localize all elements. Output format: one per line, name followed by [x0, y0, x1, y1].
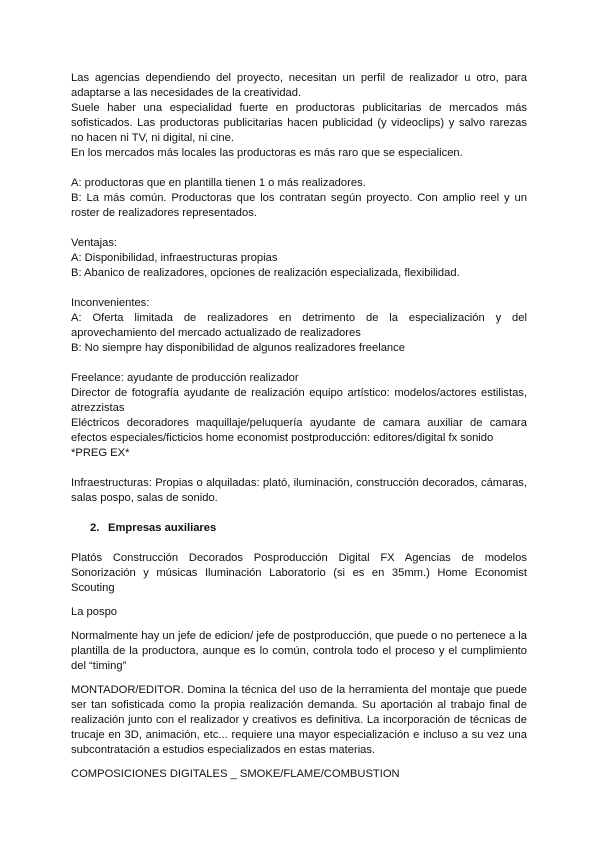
- type-a: A: productoras que en plantilla tienen 1 o más realizadores.: [71, 177, 366, 189]
- type-b: B: La más común. Productoras que los contratan según proyecto. Con amplio reel y un roster de realizadores representados.: [71, 192, 527, 219]
- intro-paragraph-2: Suele haber una especialidad fuerte en productoras publicitarias de mercados más sofisticados. Las productoras publicitarias hacen publicidad (y videoclips) y salvo rarezas no hacen ni TV, ni digital, ni cine.: [71, 102, 527, 144]
- montador-paragraph: MONTADOR/EDITOR. Domina la técnica del uso de la herramienta del montaje que puede ser tan sofisticada como la propia realización demanda. Su aportación al trabajo final de realización junto con el realizador y creativos es definitiva. La incorporación de técnicas de trucaje en 3D, animación, etc... requiere una mayor especialización e incluso a su vez una subcontratación a estudios especializados en estas materias.: [71, 684, 527, 756]
- document-body: [71, 71, 527, 782]
- intro-paragraph-1: Las agencias dependiendo del proyecto, necesitan un perfil de realizador u otro, para adaptarse a las necesidades de la creatividad.: [71, 72, 527, 99]
- freelance-line: Freelance: ayudante de producción realizador: [71, 372, 299, 384]
- director-line: Director de fotografía ayudante de realización equipo artístico: modelos/actores estilistas, atrezzistas: [71, 387, 527, 414]
- composiciones-line: COMPOSICIONES DIGITALES _ SMOKE/FLAME/COMBUSTION: [71, 768, 400, 780]
- ventajas-item-b: B: Abanico de realizadores, opciones de realización especializada, flexibilidad.: [71, 267, 460, 279]
- section-title: Empresas auxiliares: [108, 522, 217, 534]
- section-heading: [71, 521, 527, 536]
- preg-ex-line: *PREG EX*: [71, 447, 130, 459]
- auxiliares-paragraph: Platós Construcción Decorados Posproducción Digital FX Agencias de modelos Sonorización y músicas Iluminación Laboratorio (si es en 35mm.) Home Economist Scouting: [71, 552, 527, 594]
- pospo-title: La pospo: [71, 606, 118, 618]
- inconvenientes-item-a: A: Oferta limitada de realizadores en detrimento de la especialización y del aprovechamiento del mercado actualizado de realizadores: [71, 312, 527, 339]
- inconvenientes-title: Inconvenientes:: [71, 297, 150, 309]
- section-number: 2.: [90, 522, 100, 534]
- intro-paragraph-3: En los mercados más locales las productoras es más raro que se especialicen.: [71, 147, 463, 159]
- pospo-paragraph: Normalmente hay un jefe de edicion/ jefe de postproducción, que puede o no pertenece a la plantilla de la productora, aunque es lo común, controla todo el proceso y el cumplimiento del “timing”: [71, 630, 527, 672]
- ventajas-item-a: A: Disponibilidad, infraestructuras propias: [71, 252, 278, 264]
- ventajas-title: Ventajas:: [71, 237, 118, 249]
- inconvenientes-item-b: B: No siempre hay disponibilidad de algunos realizadores freelance: [71, 342, 405, 354]
- electricos-line: Eléctricos decoradores maquillaje/peluquería ayudante de camara auxiliar de camara efectos especiales/ficticios home economist postproducción: editores/digital fx sonido: [71, 417, 527, 444]
- infraestructuras-paragraph: Infraestructuras: Propias o alquiladas: plató, iluminación, construcción decorados, cámaras, salas pospo, salas de sonido.: [71, 477, 527, 504]
